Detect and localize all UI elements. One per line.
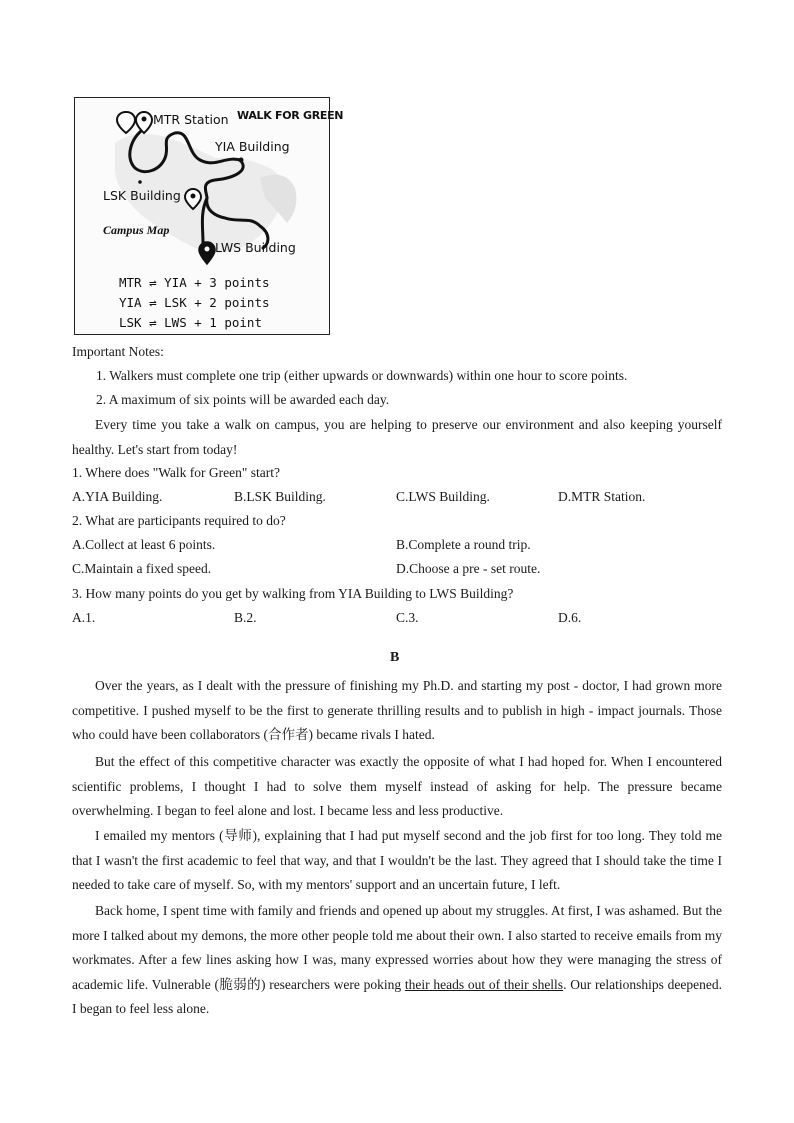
answer-option: D.6. xyxy=(558,610,582,625)
campus-map-caption: Campus Map xyxy=(103,223,170,237)
points-rule: LSK ⇌ LWS + 1 point xyxy=(119,315,262,330)
answer-option: D.MTR Station. xyxy=(558,489,646,504)
answer-option: C.Maintain a fixed speed. xyxy=(72,561,212,576)
section-b-heading: B xyxy=(390,650,400,665)
map-pin-icon xyxy=(136,112,152,133)
mtr-station-label: MTR Station xyxy=(153,112,229,127)
yia-dot xyxy=(239,158,244,163)
points-rule: YIA ⇌ LSK + 2 points xyxy=(119,295,270,310)
question-stem: 2. What are participants required to do? xyxy=(72,513,286,528)
answer-option: A.Collect at least 6 points. xyxy=(72,537,216,552)
map-pin-icon xyxy=(117,112,135,133)
lws-building-label: LWS Building xyxy=(215,240,296,255)
answer-option: B.2. xyxy=(234,610,257,625)
points-rule: MTR ⇌ YIA + 3 points xyxy=(119,275,270,290)
notes-closing-paragraph xyxy=(72,413,722,462)
notes-closing-text: Every time you take a walk on campus, you are helping to preserve our environment and also keeping yourself healthy. Let's start from today! xyxy=(72,417,722,457)
notes-heading: Important Notes: xyxy=(72,344,164,359)
question-stem: 3. How many points do you get by walking from YIA Building to LWS Building? xyxy=(72,586,514,601)
answer-option: B.LSK Building. xyxy=(234,489,326,504)
passage-text: But the effect of this competitive character was exactly the opposite of what I had hoped for. When I encountered scientific problems, I thought I had to solve them myself instead of asking for help. The pressure became overwhelming. I began to feel alone and lost. I became less and less productive. xyxy=(72,754,722,818)
passage-paragraph xyxy=(72,750,722,824)
note-item: 1. Walkers must complete one trip (either upwards or downwards) within one hour to score points. xyxy=(96,368,628,383)
answer-option: C.3. xyxy=(396,610,419,625)
campus-map-figure xyxy=(74,97,344,335)
passage-text: . Our relationships deepened. I began to feel less alone. xyxy=(72,976,723,1016)
lsk-building-label: LSK Building xyxy=(103,188,181,203)
passage-text: Over the years, as I dealt with the pressure of finishing my Ph.D. and starting my post - doctor, I had grown more competitive. I pushed myself to be the first to generate thrilling results and to publish in high - impact journals. Those who could have been collaborators (合作者) became rivals I hated. xyxy=(72,678,722,742)
walk-for-green-logo: WALK FOR GREEN xyxy=(237,109,344,122)
map-dot xyxy=(138,180,142,184)
underlined-phrase: their heads out of their shells xyxy=(404,976,564,992)
answer-option: D.Choose a pre - set route. xyxy=(396,561,541,576)
answer-option: B.Complete a round trip. xyxy=(396,537,531,552)
map-pin-icon xyxy=(199,242,215,264)
question-stem: 1. Where does "Walk for Green" start? xyxy=(72,465,280,480)
passage-paragraph xyxy=(72,899,722,1022)
answer-option: C.LWS Building. xyxy=(396,489,490,504)
passage-text: Back home, I spent time with family and friends and opened up about my struggles. At first, I was ashamed. But the more I talked about my demons, the more other people told me about their own. I also started to receive emails from my workmates. After a few lines asking how I was, many expressed worries about how they were managing the stress of academic life. Vulnerable (脆弱的) researchers were poking xyxy=(72,903,722,992)
answer-option: A.YIA Building. xyxy=(72,489,163,504)
note-item: 2. A maximum of six points will be awarded each day. xyxy=(96,392,390,407)
answer-option: A.1. xyxy=(72,610,96,625)
passage-text: I emailed my mentors (导师), explaining that I had put myself second and the job first for too long. They told me that I wasn't the first academic to feel that way, and that I wouldn't be the last. They agreed that I should take the time I needed to take care of myself. So, with my mentors' support and an uncertain future, I left. xyxy=(72,828,722,892)
passage-paragraph xyxy=(72,824,722,898)
yia-building-label: YIA Building xyxy=(215,139,290,154)
passage-paragraph xyxy=(72,674,722,748)
